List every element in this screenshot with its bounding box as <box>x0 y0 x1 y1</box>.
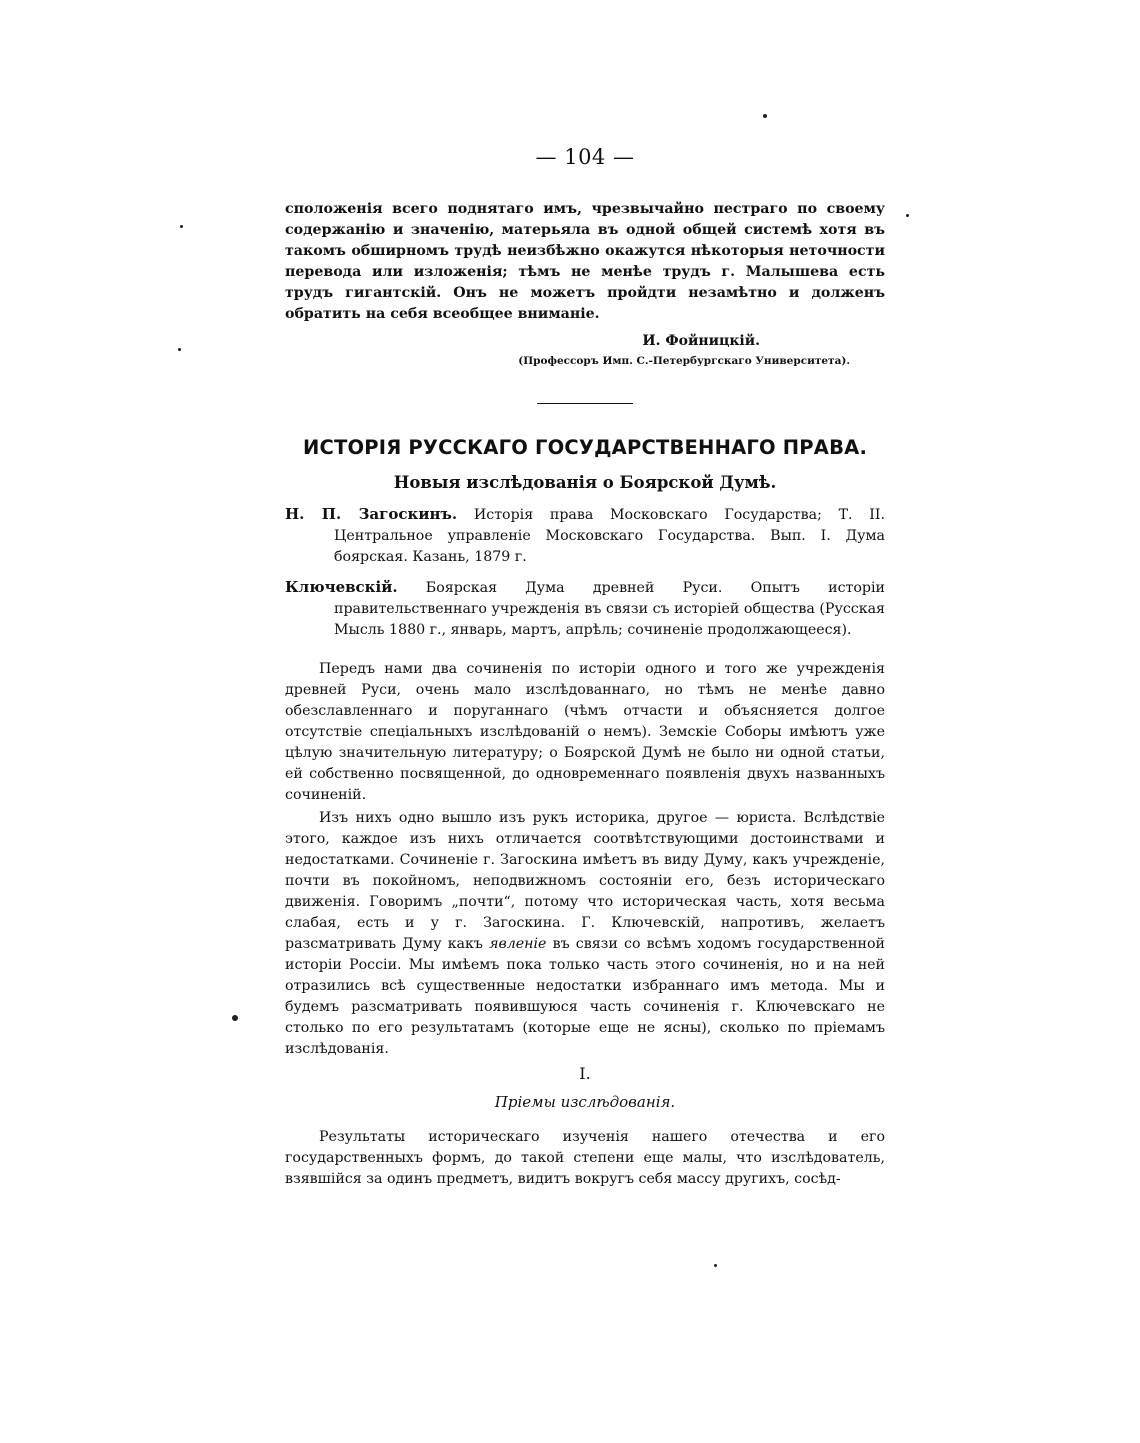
scan-speck <box>906 214 909 217</box>
reference-text: Исторія права Московскаго Государства; Т. II. Центральное управленіе Московскаго Государства. Вып. I. Дума боярская. Казань, 1879 г. <box>334 507 885 565</box>
opening-paragraph: сположенія всего поднятаго имъ, чрезвычайно пестраго по своему содержанію и значенію, матерьяла въ одной общей системѣ хотя въ такомъ обширномъ трудѣ неизбѣжно окажутся нѣкоторыя неточности перевода или изложенія; тѣмъ не менѣе трудъ г. Малышева есть трудъ гигантскій. Онъ не можетъ пройдти незамѣтно и долженъ обратить на себя всеобщее вниманіе. <box>285 201 885 322</box>
body-paragraph <box>285 808 885 1060</box>
document-page <box>285 145 885 1190</box>
chapter-numeral: I. <box>579 1064 591 1083</box>
signature-name: И. Фойницкій. <box>642 333 760 349</box>
reference-list <box>285 504 885 641</box>
scan-speck <box>180 225 183 228</box>
reference-author: Н. П. Загоскинъ. <box>285 505 458 523</box>
signature-note: (Профессоръ Имп. С.-Петербургскаго Университета). <box>518 355 850 367</box>
scan-speck <box>178 348 181 351</box>
body-text: въ связи со всѣмъ ходомъ государственной исторіи Россіи. Мы имѣемъ пока только часть этого сочиненія, но и на ней отразились всѣ существенные недостатки избраннаго имъ метода. Мы и будемъ разсматривать появившуюся часть сочиненія г. Ключевскаго не столько по его результатамъ (которые еще не ясны), сколько по пріемамъ изслѣдованія. <box>285 936 886 1057</box>
emphasized-word: явленіе <box>489 936 547 952</box>
scan-speck <box>763 114 767 118</box>
reference-item <box>285 577 885 641</box>
reference-item <box>285 504 885 568</box>
section-divider <box>537 403 633 404</box>
scan-speck <box>232 1015 238 1021</box>
section-heading: ИСТОРІЯ РУССКАГО ГОСУДАРСТВЕННАГО ПРАВА. <box>302 436 868 459</box>
section-subheading: Новыя изслѣдованія о Боярской Думѣ. <box>393 473 777 492</box>
final-paragraph: Результаты историческаго изученія нашего отечества и его государственныхъ формъ, до такой степени еще малы, что изслѣдователь, взявшійся за одинъ предметъ, видитъ вокругъ себя массу другихъ, сосѣд- <box>285 1129 885 1187</box>
body-text: Изъ нихъ одно вышло изъ рукъ историка, другое — юриста. Вслѣдствіе этого, каждое изъ нихъ отличается соотвѣтствующими достоинствами и недостатками. Сочиненіе г. Загоскина имѣетъ въ виду Думу, какъ учрежденіе, почти въ покойномъ, неподвижномъ состояніи его, безъ историческаго движенія. Говоримъ „почти“, потому что историческая часть, хотя весьма слабая, есть и у г. Загоскина. Г. Ключевскій, напротивъ, желаетъ разсматривать Думу какъ <box>285 810 885 952</box>
reference-author: Ключевскій. <box>285 578 398 596</box>
reference-text: Боярская Дума древней Руси. Опытъ исторіи правительственнаго учрежденія въ связи съ исторіей общества (Русская Мысль 1880 г., январь, мартъ, апрѣль; сочиненіе продолжающееся). <box>334 580 885 638</box>
page-number: — 104 — <box>535 145 635 169</box>
body-paragraph: Передъ нами два сочиненія по исторіи одного и того же учрежденія древней Руси, очень мало изслѣдованнаго, но тѣмъ не менѣе давно обезславленнаго и поруганнаго (чѣмъ отчасти и объясняется долгое отсутствіе спеціальныхъ изслѣдованій о немъ). Земскіе Соборы имѣютъ уже цѣлую значительную литературу; о Боярской Думѣ не было ни одной статьи, ей собственно посвященной, до одновременнаго появленія двухъ названныхъ сочиненій. <box>285 661 885 803</box>
scan-speck <box>714 1264 717 1267</box>
chapter-title: Пріемы изслѣдованія. <box>494 1093 676 1111</box>
